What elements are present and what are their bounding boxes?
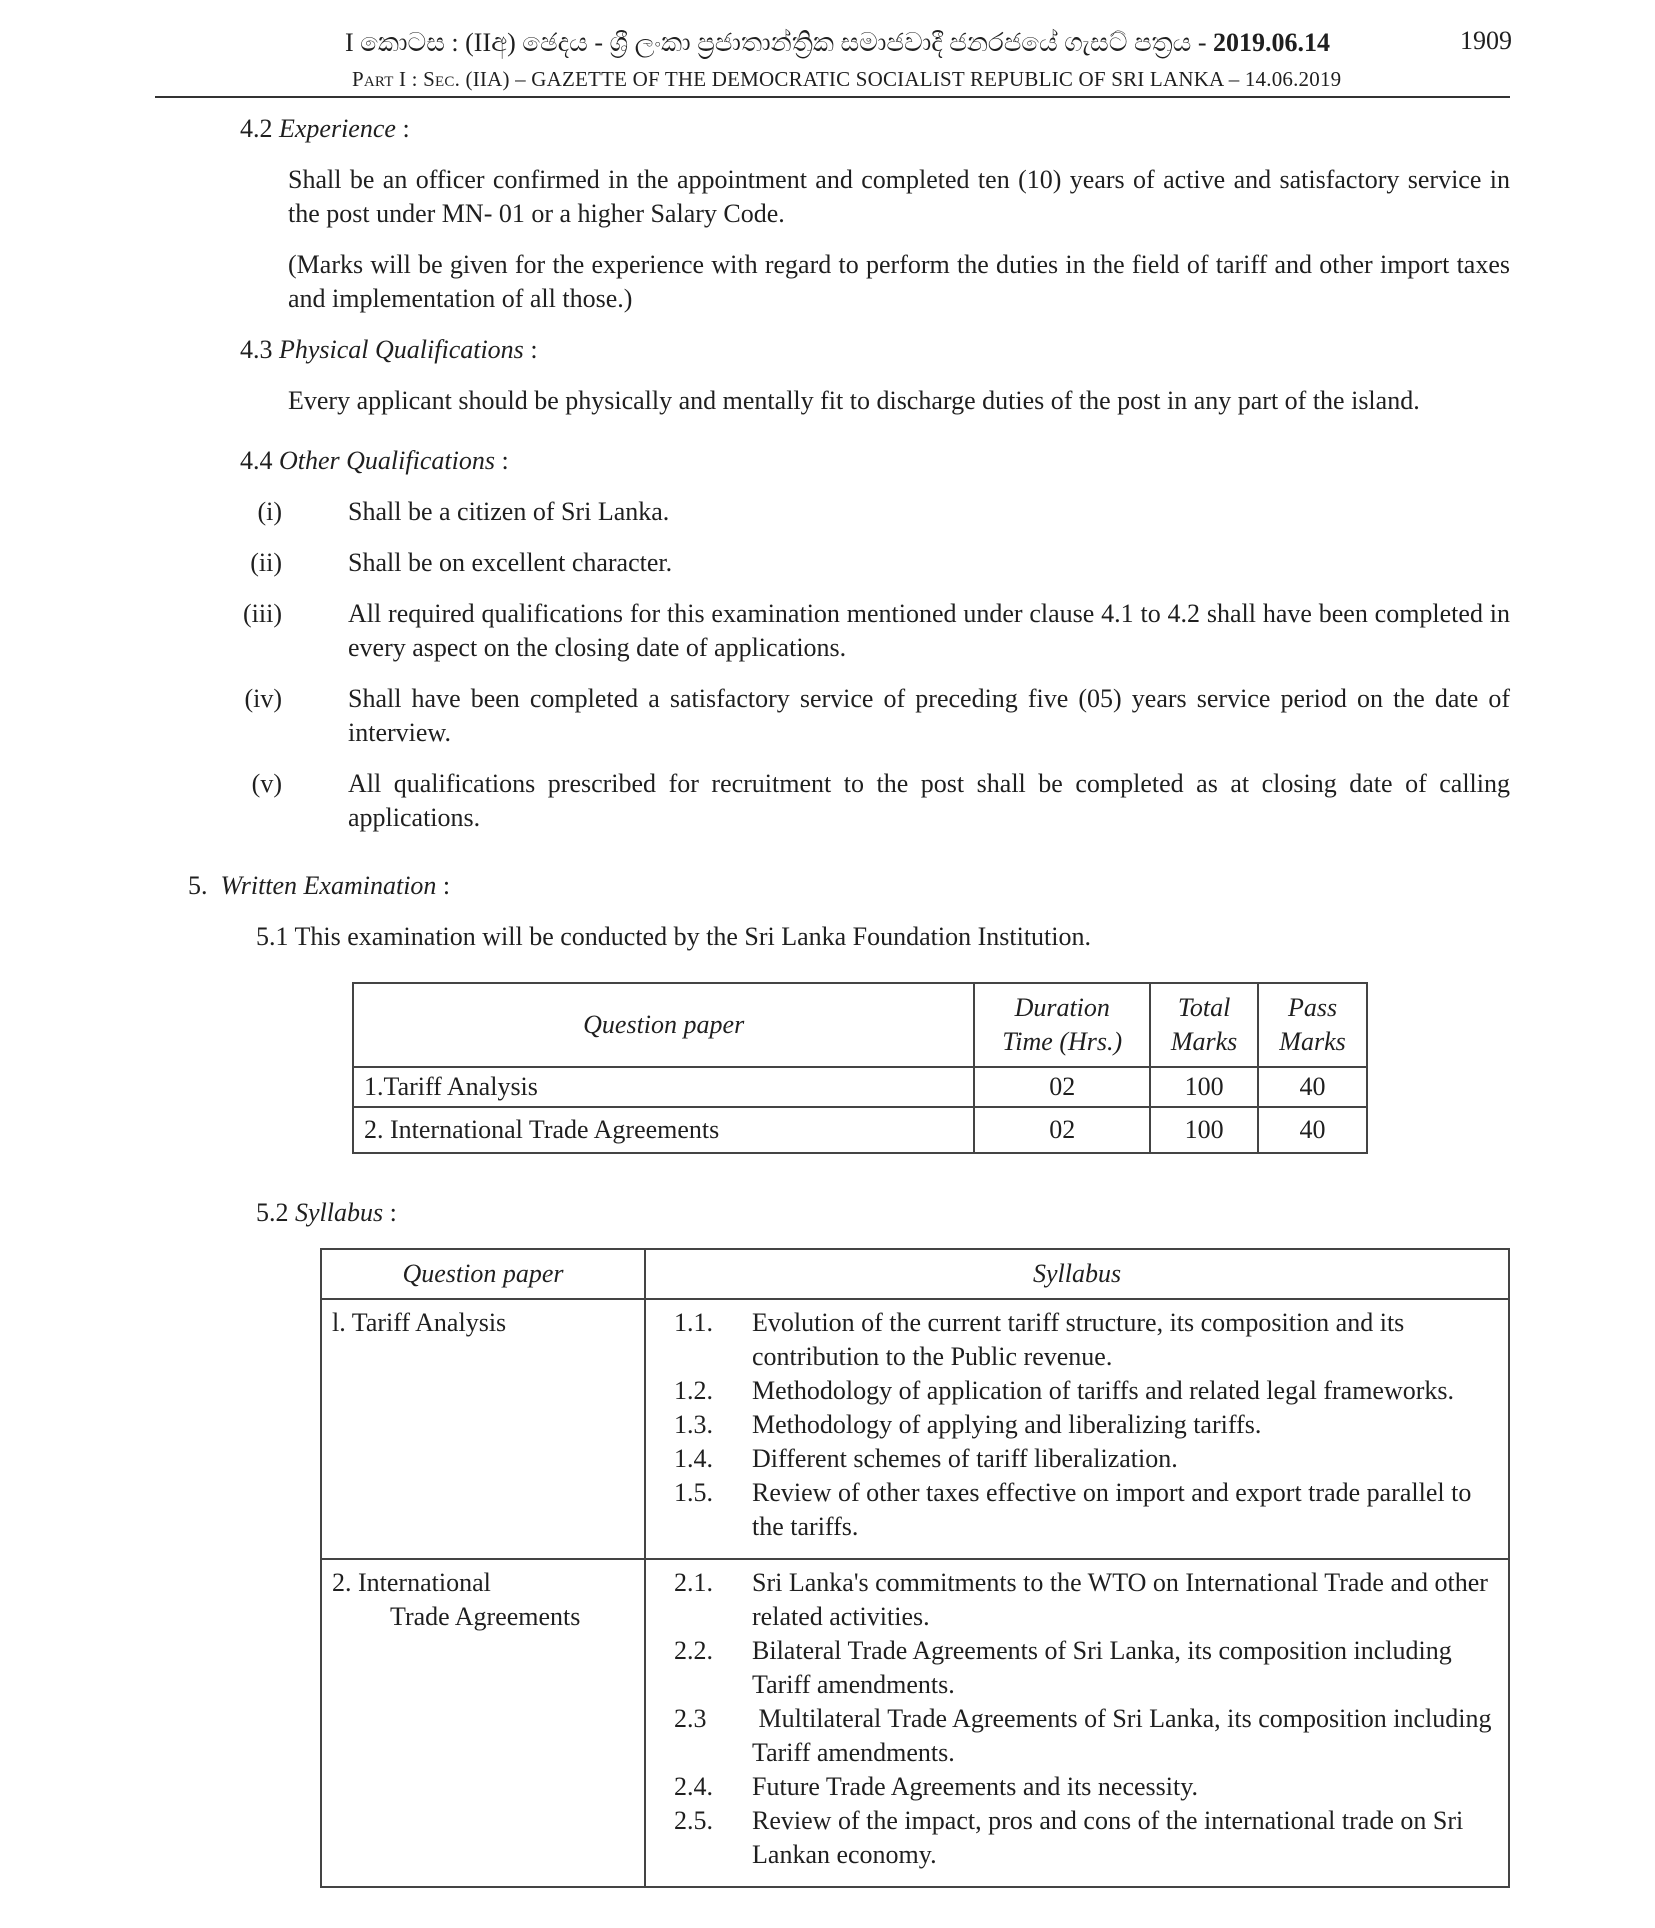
table-row (321, 1299, 1509, 1559)
syllabus-item (646, 1442, 1492, 1476)
table-row (321, 1559, 1509, 1887)
header-total-line-1: Total (1177, 993, 1231, 1022)
page-number: 1909 (1460, 26, 1512, 55)
syllabus-item (646, 1566, 1492, 1634)
item-text: Sri Lanka's commitments to the WTO on International Trade and other related activities. (752, 1568, 1488, 1631)
syllabus-item (646, 1408, 1492, 1442)
syllabus-table (320, 1248, 1510, 1888)
syllabus-item (646, 1374, 1492, 1408)
cell-paper: 1.Tariff Analysis (353, 1067, 974, 1107)
item-number: 1.4. (674, 1444, 714, 1473)
section-5-1-text: 5.1 This examination will be conducted by the Sri Lanka Foundation Institution. (256, 922, 1092, 951)
item-text: All required qualifications for this examination mentioned under clause 4.1 to 4.2 shall have been completed in every aspect on the closing date of applications. (348, 599, 1510, 662)
header-date: 2019.06.14 (1213, 28, 1331, 57)
cell-paper (321, 1559, 645, 1887)
cell-paper: 2. International Trade Agreements (353, 1107, 974, 1153)
qualification-item (251, 767, 1510, 835)
syllabus-item (646, 1770, 1492, 1804)
item-number: 1.2. (674, 1376, 714, 1405)
item-number: 1.5. (674, 1478, 714, 1507)
section-4-2-paragraph-2: (Marks will be given for the experience with regard to perform the duties in the field of tariff and other import taxes and implementation of all those.) (288, 250, 1510, 313)
section-number: 4.4 (240, 446, 273, 475)
item-number: (iv) (244, 684, 282, 713)
item-number: 2.3 (674, 1704, 707, 1733)
item-number: (v) (251, 769, 282, 798)
syllabus-item (646, 1476, 1492, 1544)
header-pass-marks (1258, 983, 1367, 1067)
section-title: Other Qualifications (279, 446, 495, 475)
section-title: Physical Qualifications (279, 335, 524, 364)
item-text: Shall have been completed a satisfactory service of preceding five (05) years service period on the date of interview. (348, 684, 1510, 747)
item-text: Bilateral Trade Agreements of Sri Lanka, its composition including Tariff amendments. (752, 1636, 1452, 1699)
header-question-paper: Question paper (321, 1249, 645, 1299)
item-number: (ii) (250, 548, 282, 577)
item-text: Review of other taxes effective on import and export trade parallel to the tariffs. (752, 1478, 1472, 1541)
section-colon: : (402, 114, 410, 143)
item-text: Different schemes of tariff liberalization. (752, 1444, 1178, 1473)
section-number: 4.2 (240, 114, 273, 143)
item-number: 2.2. (674, 1636, 714, 1665)
section-colon: : (389, 1198, 397, 1227)
header-sec: Sec. (423, 67, 461, 91)
item-number: 1.3. (674, 1410, 714, 1439)
syllabus-item (646, 1306, 1492, 1374)
section-number: 5.2 (256, 1198, 289, 1227)
item-text: Shall be a citizen of Sri Lanka. (348, 497, 670, 526)
section-4-3-paragraph: Every applicant should be physically and mentally fit to discharge duties of the post in any part of the island. (288, 386, 1420, 415)
cell-total: 100 (1150, 1107, 1258, 1153)
paper-name: 2. International (332, 1568, 491, 1597)
header-sinhala-text: I කොටස : (IIඅ) ඡෙදය - ශ්‍රී ලංකා ප්‍රජාතාන්ත්‍රික සමාජවාදී ජනරජයේ ගැසට් පත්‍රය - (345, 28, 1214, 57)
item-text: Shall be on excellent character. (348, 548, 673, 577)
header-pass-line-2: Marks (1279, 1027, 1346, 1056)
section-colon: : (442, 871, 451, 900)
cell-syllabus (645, 1299, 1509, 1559)
header-rule (155, 96, 1510, 98)
section-5-heading (188, 869, 450, 903)
section-number: 4.3 (240, 335, 273, 364)
cell-pass: 40 (1258, 1107, 1367, 1153)
paper-name: l. Tariff Analysis (332, 1308, 507, 1337)
header-duration-line-2: Time (Hrs.) (1002, 1027, 1123, 1056)
cell-duration: 02 (974, 1107, 1150, 1153)
section-colon: : (501, 446, 509, 475)
cell-duration: 02 (974, 1067, 1150, 1107)
item-number: 2.5. (674, 1806, 714, 1835)
item-text: All qualifications prescribed for recruitment to the post shall be completed as at closing date of calling applications. (348, 769, 1510, 832)
exam-table (352, 982, 1368, 1154)
cell-pass: 40 (1258, 1067, 1367, 1107)
item-text: Multilateral Trade Agreements of Sri Lanka, its composition including Tariff amendments. (752, 1704, 1498, 1767)
item-text: Evolution of the current tariff structure, its composition and its contribution to the Public revenue. (752, 1308, 1405, 1371)
header-syllabus: Syllabus (645, 1249, 1509, 1299)
header-question-paper: Question paper (353, 983, 974, 1067)
cell-total: 100 (1150, 1067, 1258, 1107)
section-4-3-heading (240, 333, 538, 367)
qualification-item (257, 495, 1510, 529)
table-row (353, 1107, 1367, 1153)
qualification-item (250, 546, 1510, 580)
cell-syllabus (645, 1559, 1509, 1887)
section-number: 5. (188, 871, 208, 900)
section-4-2-paragraph-1: Shall be an officer confirmed in the appointment and completed ten (10) years of active and satisfactory service in the post under MN- 01 or a higher Salary Code. (288, 165, 1510, 228)
section-4-2-heading (240, 112, 410, 146)
cell-paper (321, 1299, 645, 1559)
header-gazette-title: (IIA) – GAZETTE OF THE DEMOCRATIC SOCIALIST REPUBLIC OF SRI LANKA – 14.06.2019 (465, 67, 1342, 91)
item-number: 1.1. (674, 1308, 714, 1337)
qualification-item (243, 597, 1510, 665)
table-row (353, 1067, 1367, 1107)
header-pass-line-1: Pass (1287, 993, 1338, 1022)
section-5-2-heading (256, 1196, 397, 1230)
section-title: Syllabus (295, 1198, 384, 1227)
syllabus-item (646, 1702, 1498, 1770)
qualification-item (244, 682, 1510, 750)
syllabus-item (646, 1804, 1492, 1872)
paper-name-line-2: Trade Agreements (390, 1602, 581, 1631)
section-title: Experience (279, 114, 396, 143)
section-colon: : (530, 335, 538, 364)
item-text: Review of the impact, pros and cons of the international trade on Sri Lankan economy. (752, 1806, 1464, 1869)
item-number: 2.1. (674, 1568, 714, 1597)
item-text: Future Trade Agreements and its necessity. (752, 1772, 1199, 1801)
item-number: (i) (257, 497, 282, 526)
header-total-line-2: Marks (1170, 1027, 1238, 1056)
item-number: (iii) (243, 599, 282, 628)
item-number: 2.4. (674, 1772, 714, 1801)
section-4-4-heading (240, 444, 509, 478)
header-duration-line-1: Duration (1014, 993, 1110, 1022)
header-sinhala-line (345, 26, 1330, 60)
header-part: Part I (352, 67, 407, 91)
item-text: Methodology of applying and liberalizing tariffs. (752, 1410, 1262, 1439)
section-title: Written Examination (220, 871, 437, 900)
exam-table-header-row (353, 983, 1367, 1067)
header-total-marks (1150, 983, 1258, 1067)
item-text: Methodology of application of tariffs and related legal frameworks. (752, 1376, 1455, 1405)
header-duration (974, 983, 1150, 1067)
header-english-line: Part I : Sec. (IIA) – GAZETTE OF THE DEMOCRATIC SOCIALIST REPUBLIC OF SRI LANKA – 14.06.2019 (352, 67, 1342, 91)
syllabus-item (646, 1634, 1492, 1702)
syllabus-header-row (321, 1249, 1509, 1299)
